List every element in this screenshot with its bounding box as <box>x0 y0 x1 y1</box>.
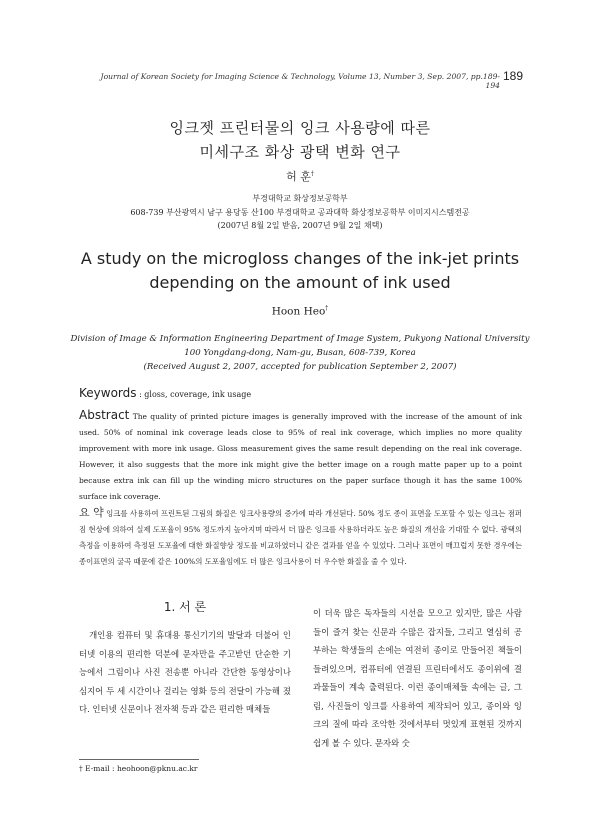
author-dagger-mark: † <box>325 305 329 312</box>
english-title-line-1: A study on the microgloss changes of the ink-jet prints <box>80 249 520 268</box>
korean-summary-text: 잉크를 사용하여 프린트된 그림의 화질은 잉크사용량의 증가에 따라 개선된다. 50% 정도 종이 표면을 도포할 수 있는 잉크는 점퍼짐 현상에 의하여 실제 도포율이 95% 정도까지 높아지며 따라서 더 많은 잉크를 사용하더라도 높은 화질의 개선을 기대할 수 없다. 광택의 측정을 이용하여 측정된 도포율에 대한 화질향상 정도를 비교하였더니 같은 결과를 얻을 수 있었다. 그러나 표면이 매끄럽지 못한 경우에는 종이표면의 굴곡 때문에 같은 100%의 도포율임에도 더 많은 잉크사용이 더 우수한 화질을 줄 수 있다. <box>79 509 523 566</box>
section-heading-introduction: 1. 서 론 <box>163 600 207 614</box>
korean-affiliation-line: 608-739 부산광역시 남구 용당동 산100 부경대학교 공과대학 화상정보공학부 이미지시스템전공 <box>130 207 470 217</box>
english-title <box>0 247 600 295</box>
korean-affiliation <box>0 192 600 233</box>
keywords-text: : gloss, coverage, ink usage <box>139 390 252 399</box>
author-dagger-mark: † <box>310 170 314 178</box>
body-column-right: 이 더욱 많은 독자들의 시선을 모으고 있지만, 많은 사람들이 즐겨 찾는 신문과 수많은 잡지들, 그리고 열심히 공부하는 학생들의 손에는 여전히 종이로 만들어진 책들이 들려있으며, 컴퓨터에 연결된 프린터에서도 종이위에 결과물들이 계속 출력된다. 이런 종이매체들 속에는 글, 그림, 사진들이 잉크를 사용하여 제작되어 있고, 종이와 잉크의 질에 따라 조악한 것에서부터 멋있게 표현된 것까지 쉽게 볼 수 있다. 문자와 숫 <box>313 608 522 748</box>
korean-author-name: 허 훈 <box>286 170 311 183</box>
korean-title-line-1: 잉크젯 프린터물의 잉크 사용량에 따른 <box>169 119 431 137</box>
abstract <box>79 407 522 505</box>
keywords-heading: Keywords <box>79 386 137 400</box>
abstract-text: The quality of printed picture images is generally improved with the increase of the amount of ink used. 50% of nominal ink coverage leads close to 95% of real ink coverage, which implies no more quality improvement with more ink usage. Gloss measurement gives the same result depending on the real ink coverage. However, it also suggests that the more ink might give the better image on a rough matte paper up to a point because extra ink can fill up the winding micro structures on the paper surface though it has the same 100% surface ink coverage. <box>79 412 522 501</box>
footnote-email: † E-mail : heohoon@pknu.ac.kr <box>79 764 198 773</box>
english-affiliation <box>60 332 540 374</box>
korean-affiliation-line: (2007년 8월 2일 받음, 2007년 9월 2일 채택) <box>217 221 383 230</box>
english-affiliation-line: 100 Yongdang-dong, Nam-gu, Busan, 608-739, Korea <box>184 348 416 358</box>
keywords <box>79 386 522 400</box>
running-header: Journal of Korean Society for Imaging Science & Technology, Volume 13, Number 3, Sep. 2007, pp.189-194 <box>100 72 500 90</box>
footnote-divider <box>79 759 199 760</box>
page-number: 189 <box>503 69 524 83</box>
english-author-name: Hoon Heo <box>271 305 326 318</box>
korean-summary <box>79 505 522 570</box>
english-affiliation-line: (Received August 2, 2007, accepted for publication September 2, 2007) <box>143 362 457 372</box>
korean-affiliation-line: 부경대학교 화상정보공학부 <box>252 194 348 203</box>
abstract-heading: Abstract <box>79 408 130 422</box>
english-title-line-2: depending on the amount of ink used <box>149 273 451 292</box>
korean-author <box>0 168 600 184</box>
english-author <box>0 305 600 318</box>
body-column-left: 개인용 컴퓨터 및 휴대용 통신기기의 발달과 더불어 인터넷 이용의 편리한 덕분에 문자만을 주고받던 단순한 기능에서 그림이나 사진 전송뿐 아니라 간단한 동영상이나 심지어 두 세 시간이나 걸리는 영화 등의 전달이 가능해 졌다. 인터넷 신문이나 전자책 등과 같은 편리한 매체들 <box>79 630 291 714</box>
english-affiliation-line: Division of Image & Information Engineering Department of Image System, Pukyong National University <box>70 334 530 344</box>
korean-title-line-2: 미세구조 화상 광택 변화 연구 <box>199 143 401 161</box>
korean-title <box>0 116 600 164</box>
korean-summary-heading: 요 약 <box>79 506 104 519</box>
